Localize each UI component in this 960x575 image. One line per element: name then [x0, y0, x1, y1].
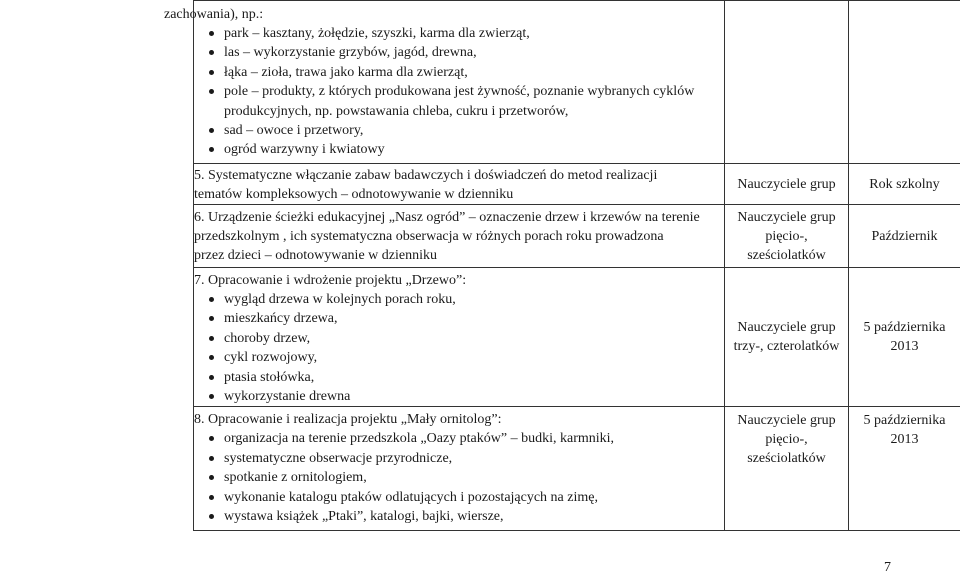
list-item: pole – produkty, z których produkowana jest żywność, poznanie wybranych cyklów [194, 82, 724, 101]
responsible-cell [725, 205, 849, 268]
task-text: tematów kompleksowych – odnotowywanie w dzienniku [194, 185, 724, 204]
responsible-text: sześciolatków [725, 246, 848, 265]
row-number: 7. [194, 273, 205, 288]
task-cell [194, 205, 725, 268]
page-number: 7 [884, 561, 891, 575]
list-item: ptasia stołówka, [194, 368, 724, 387]
list-item: park – kasztany, żołędzie, szyszki, karma dla zwierząt, [194, 24, 724, 43]
table-row [194, 164, 960, 205]
row-number: 6. [194, 210, 205, 225]
list-item: wykonanie katalogu ptaków odlatujących i pozostających na zimę, [194, 488, 724, 507]
task-cell [194, 268, 725, 407]
bullet-list [194, 429, 724, 526]
task-heading: Opracowanie i realizacja projektu „Mały ornitolog”: [208, 412, 502, 427]
activity-table [193, 0, 960, 531]
deadline-cell [849, 268, 960, 407]
list-item: wygląd drzewa w kolejnych porach roku, [194, 290, 724, 309]
deadline-cell [849, 164, 960, 205]
list-item: las – wykorzystanie grzybów, jagód, drewna, [194, 43, 724, 62]
deadline-text: Październik [849, 227, 960, 246]
list-item: cykl rozwojowy, [194, 348, 724, 367]
task-heading: Opracowanie i wdrożenie projektu „Drzewo”: [208, 273, 466, 288]
responsible-text: pięcio-, [725, 430, 848, 449]
continuation-text: zachowania), np.: [164, 5, 724, 24]
responsible-text: Nauczyciele grup [725, 411, 848, 430]
task-text: Urządzenie ścieżki edukacyjnej „Nasz ogród” – oznaczenie drzew i krzewów na terenie [208, 210, 700, 225]
list-item: mieszkańcy drzewa, [194, 309, 724, 328]
task-cell [194, 1, 725, 164]
deadline-text: 5 października [849, 411, 960, 430]
responsible-text: sześciolatków [725, 449, 848, 468]
responsible-text: Nauczyciele grup [725, 208, 848, 227]
deadline-text: 2013 [849, 337, 960, 356]
bullet-list [194, 24, 724, 102]
responsible-text: Nauczyciele grup [725, 318, 848, 337]
list-item: sad – owoce i przetwory, [194, 121, 724, 140]
list-item: łąka – zioła, trawa jako karma dla zwierząt, [194, 63, 724, 82]
table-row [194, 205, 960, 268]
task-text: Systematyczne włączanie zabaw badawczych i doświadczeń do metod realizacji [208, 168, 657, 183]
task-text: przez dzieci – odnotowywanie w dzienniku [194, 246, 724, 265]
bullet-list [194, 121, 724, 160]
list-item: systematyczne obserwacje przyrodnicze, [194, 449, 724, 468]
responsible-cell [725, 164, 849, 205]
deadline-text: 2013 [849, 430, 960, 449]
responsible-cell [725, 407, 849, 531]
table-row [194, 1, 960, 164]
bullet-list [194, 290, 724, 406]
list-item-continuation: produkcyjnych, np. powstawania chleba, cukru i przetworów, [194, 102, 724, 121]
task-cell [194, 407, 725, 531]
responsible-cell [725, 268, 849, 407]
task-cell [194, 164, 725, 205]
list-item: choroby drzew, [194, 329, 724, 348]
responsible-text: trzy-, czterolatków [725, 337, 848, 356]
table-row [194, 407, 960, 531]
row-number: 8. [194, 412, 205, 427]
deadline-text: Rok szkolny [849, 175, 960, 194]
table-row [194, 268, 960, 407]
deadline-cell [849, 1, 960, 164]
row-number: 5. [194, 168, 205, 183]
list-item: ogród warzywny i kwiatowy [194, 140, 724, 159]
deadline-text: 5 października [849, 318, 960, 337]
task-text: przedszkolnym , ich systematyczna obserwacja w różnych porach roku prowadzona [194, 227, 724, 246]
list-item: spotkanie z ornitologiem, [194, 468, 724, 487]
deadline-cell [849, 407, 960, 531]
responsible-cell [725, 1, 849, 164]
list-item: organizacja na terenie przedszkola „Oazy ptaków” – budki, karmniki, [194, 429, 724, 448]
list-item: wykorzystanie drewna [194, 387, 724, 406]
responsible-text: Nauczyciele grup [725, 175, 848, 194]
list-item: wystawa książek „Ptaki”, katalogi, bajki, wiersze, [194, 507, 724, 526]
deadline-cell [849, 205, 960, 268]
responsible-text: pięcio-, [725, 227, 848, 246]
